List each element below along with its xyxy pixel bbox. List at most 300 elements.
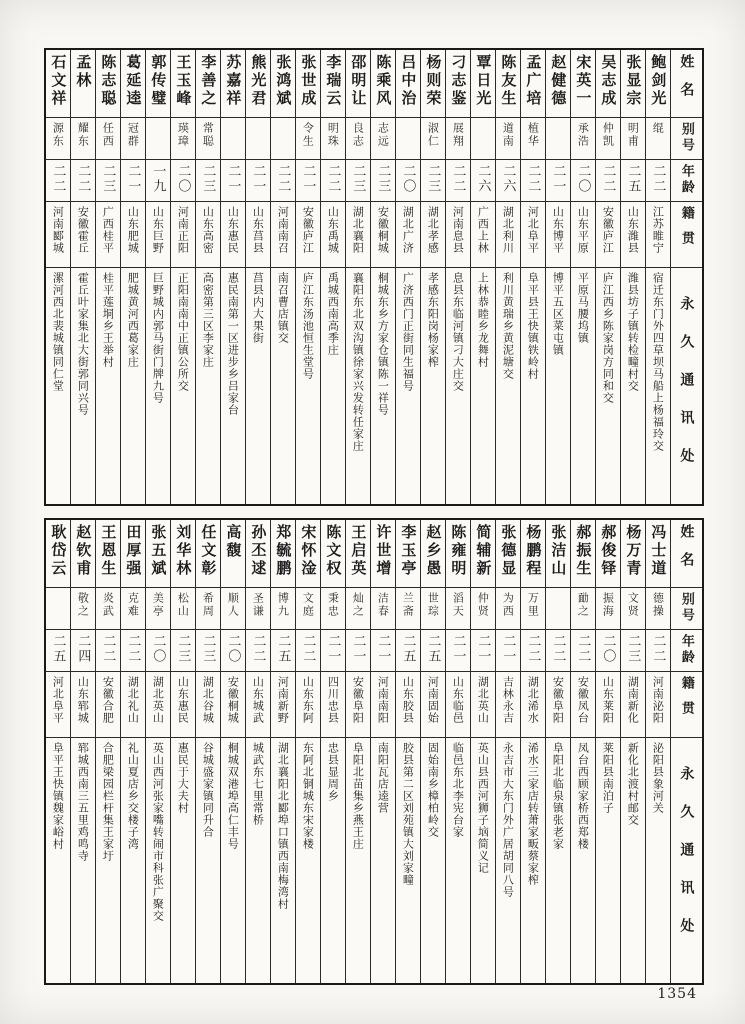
name-text: 杨则荣: [424, 54, 443, 108]
age-cell: [96, 160, 120, 202]
address-text: 高密第三区李家庄: [201, 272, 215, 368]
alias-cell: [196, 118, 220, 160]
name-text: 宋怀淦: [299, 524, 318, 578]
entry-column: [446, 50, 471, 504]
address-cell: [496, 268, 520, 504]
name-cell: [346, 50, 370, 118]
native-place-cell: [421, 672, 445, 738]
alias-text: 秉忠: [326, 592, 340, 618]
native-place-cell: [371, 202, 395, 268]
address-cell: [296, 268, 320, 504]
entry-column: [471, 520, 496, 983]
address-text: 平原马腰坞镇: [576, 272, 590, 344]
header-label-age: 年龄: [678, 634, 694, 666]
entry-column: [371, 50, 396, 504]
name-text: 郝振生: [574, 524, 593, 578]
address-text: 英山西河张家嘴转闹市科张广聚交: [151, 742, 165, 922]
native-place-cell: [271, 202, 295, 268]
age-cell: [546, 630, 570, 672]
name-text: 王恩生: [99, 524, 118, 578]
name-text: 宋英一: [574, 54, 593, 108]
alias-text: 道南: [501, 122, 515, 148]
address-text: 霍丘叶家集北大街郭同兴号: [76, 272, 90, 416]
address-text: 潍县坊子镇转检疃村交: [626, 272, 640, 392]
alias-text: 明珠: [326, 122, 340, 148]
alias-text: 绲: [651, 122, 665, 135]
address-cell: [271, 268, 295, 504]
native-place-cell: [471, 202, 495, 268]
native-place-cell: [96, 202, 120, 268]
name-text: 冯士道: [649, 524, 668, 578]
name-text: 王玉峰: [174, 54, 193, 108]
native-place-cell: [396, 672, 420, 738]
name-cell: [96, 50, 120, 118]
age-cell: [621, 630, 645, 672]
address-text: 莒县内大果街: [251, 272, 265, 344]
age-text: 二二: [275, 164, 291, 194]
header-label-native-place: 籍贯: [678, 206, 694, 256]
entry-column: [296, 520, 321, 983]
name-cell: [446, 50, 470, 118]
age-text: 二四: [75, 634, 91, 664]
native-place-text: 江苏睢宁: [651, 206, 665, 254]
name-cell: [521, 50, 545, 118]
age-cell: [271, 160, 295, 202]
alias-cell: [621, 118, 645, 160]
alias-text: 常聪: [201, 122, 215, 148]
age-cell: [646, 630, 670, 672]
address-text: 固始南乡樟柏岭交: [426, 742, 440, 838]
age-cell: [121, 160, 145, 202]
address-cell: [646, 268, 670, 504]
address-text: 阜平县王快镇铁岭村: [526, 272, 540, 380]
age-cell: [46, 630, 70, 672]
native-place-text: 安徽桐城: [376, 206, 390, 254]
native-place-cell: [621, 672, 645, 738]
address-text: 阜阳北临泉镇张老家: [551, 742, 565, 850]
age-text: 二二: [600, 164, 616, 194]
age-cell: [196, 160, 220, 202]
native-place-cell: [421, 202, 445, 268]
native-place-text: 湖北利川: [501, 206, 515, 254]
address-cell: [46, 738, 70, 983]
name-cell: [96, 520, 120, 588]
native-place-text: 河南息县: [451, 206, 465, 254]
header-column: [671, 50, 702, 504]
alias-cell: [621, 588, 645, 630]
entry-column: [246, 50, 271, 504]
address-cell: [371, 268, 395, 504]
age-text: 二五: [425, 634, 441, 664]
name-cell: [621, 520, 645, 588]
address-text: 桐城双港埠高仁丰号: [226, 742, 240, 850]
name-text: 杨万青: [624, 524, 643, 578]
address-cell: [621, 268, 645, 504]
entry-column: [396, 50, 421, 504]
native-place-cell: [571, 672, 595, 738]
name-text: 孟广培: [524, 54, 543, 108]
native-place-text: 山东巨野: [151, 206, 165, 254]
name-cell: [46, 50, 70, 118]
age-text: 二五: [400, 634, 416, 664]
alias-cell: [421, 118, 445, 160]
alias-cell: [296, 118, 320, 160]
entry-column: [171, 520, 196, 983]
name-cell: [46, 520, 70, 588]
age-cell: [221, 160, 245, 202]
alias-cell: [396, 588, 420, 630]
age-cell: [396, 160, 420, 202]
age-text: 二一: [300, 164, 316, 194]
name-text: 田厚强: [124, 524, 143, 578]
header-cell-name: [671, 520, 702, 588]
name-cell: [246, 520, 270, 588]
address-text: 英山县西河狮子垴简义记: [476, 742, 490, 874]
age-text: 二六: [475, 164, 491, 194]
name-cell: [621, 50, 645, 118]
name-cell: [546, 520, 570, 588]
name-cell: [171, 50, 195, 118]
entry-column: [496, 520, 521, 983]
alias-text: 兰斋: [401, 592, 415, 618]
address-cell: [496, 738, 520, 983]
address-text: 广济西门正街同生福号: [401, 272, 415, 392]
registry-table-top: [44, 48, 704, 506]
native-place-cell: [596, 672, 620, 738]
alias-cell: [221, 588, 245, 630]
native-place-cell: [446, 202, 470, 268]
age-text: 二三: [175, 634, 191, 664]
age-cell: [421, 630, 445, 672]
entry-column: [446, 520, 471, 983]
alias-text: 德操: [651, 592, 665, 618]
alias-cell: [396, 118, 420, 160]
native-place-text: 山东莒县: [251, 206, 265, 254]
native-place-cell: [646, 202, 670, 268]
alias-cell: [96, 118, 120, 160]
age-text: 一九: [150, 164, 166, 194]
address-cell: [621, 738, 645, 983]
address-cell: [246, 738, 270, 983]
address-cell: [446, 738, 470, 983]
name-text: 李玉亭: [399, 524, 418, 578]
native-place-text: 四川忠县: [326, 676, 340, 724]
name-cell: [321, 520, 345, 588]
age-text: 二一: [250, 164, 266, 194]
alias-cell: [546, 588, 570, 630]
name-cell: [496, 520, 520, 588]
age-text: 二二: [450, 164, 466, 194]
native-place-text: 安徽庐江: [601, 206, 615, 254]
alias-cell: [271, 588, 295, 630]
address-cell: [646, 738, 670, 983]
address-cell: [471, 738, 495, 983]
native-place-cell: [471, 672, 495, 738]
entry-column: [321, 50, 346, 504]
native-place-cell: [146, 202, 170, 268]
alias-cell: [346, 588, 370, 630]
age-text: 二一: [450, 634, 466, 664]
address-cell: [446, 268, 470, 504]
age-cell: [296, 160, 320, 202]
native-place-text: 河南南召: [276, 206, 290, 254]
address-cell: [471, 268, 495, 504]
native-place-text: 山东高密: [201, 206, 215, 254]
header-column: [671, 520, 702, 983]
age-text: 二二: [75, 164, 91, 194]
age-text: 二三: [425, 164, 441, 194]
native-place-text: 湖北广济: [401, 206, 415, 254]
alias-text: 灿之: [351, 592, 365, 618]
age-text: 二二: [300, 634, 316, 664]
age-cell: [346, 160, 370, 202]
name-cell: [471, 520, 495, 588]
address-text: 阜平王快镇魏家峪村: [51, 742, 65, 850]
age-text: 二〇: [400, 164, 416, 194]
alias-cell: [421, 588, 445, 630]
name-cell: [596, 50, 620, 118]
entry-column: [96, 50, 121, 504]
entry-column: [271, 50, 296, 504]
native-place-cell: [596, 202, 620, 268]
alias-cell: [496, 588, 520, 630]
name-cell: [146, 50, 170, 118]
alias-cell: [471, 588, 495, 630]
name-text: 刁志鉴: [449, 54, 468, 108]
address-cell: [121, 268, 145, 504]
header-cell-address: [671, 738, 702, 983]
entry-column: [421, 50, 446, 504]
address-text: 庐江西乡陈家岗方同和交: [601, 272, 615, 404]
name-cell: [521, 520, 545, 588]
entry-column: [371, 520, 396, 983]
name-cell: [396, 520, 420, 588]
header-cell-alias: [671, 588, 702, 630]
alias-cell: [121, 588, 145, 630]
header-label-address: 永久通讯处: [678, 296, 695, 486]
address-cell: [146, 738, 170, 983]
name-text: 石文祥: [49, 54, 68, 108]
alias-text: 为西: [501, 592, 515, 618]
address-text: 临邑东北李宪台家: [451, 742, 465, 838]
alias-text: 志远: [376, 122, 390, 148]
name-cell: [296, 50, 320, 118]
address-text: 泌阳县象河关: [651, 742, 665, 814]
address-text: 莱阳县南泊子: [601, 742, 615, 814]
entry-column: [346, 520, 371, 983]
age-text: 二三: [200, 164, 216, 194]
name-cell: [446, 520, 470, 588]
name-cell: [596, 520, 620, 588]
native-place-text: 湖北孝感: [426, 206, 440, 254]
address-text: 庐江东汤池恒生堂号: [301, 272, 315, 380]
native-place-text: 广西桂平: [101, 206, 115, 254]
alias-cell: [646, 118, 670, 160]
native-place-cell: [496, 672, 520, 738]
native-place-text: 安徽霍丘: [76, 206, 90, 254]
name-cell: [71, 50, 95, 118]
name-cell: [121, 50, 145, 118]
alias-cell: [46, 588, 70, 630]
name-text: 任文彰: [199, 524, 218, 578]
native-place-cell: [646, 672, 670, 738]
alias-cell: [371, 118, 395, 160]
age-cell: [121, 630, 145, 672]
native-place-cell: [171, 672, 195, 738]
address-text: 阜阳北苗集乡燕王庄: [351, 742, 365, 850]
native-place-cell: [46, 672, 70, 738]
header-label-name: 姓名: [678, 524, 695, 580]
native-place-text: 山东胶县: [401, 676, 415, 724]
entry-column: [321, 520, 346, 983]
native-place-text: 山东临邑: [451, 676, 465, 724]
entry-column: [221, 520, 246, 983]
name-cell: [371, 520, 395, 588]
alias-text: 仲贤: [476, 592, 490, 618]
native-place-cell: [521, 202, 545, 268]
alias-text: 敬之: [76, 592, 90, 618]
header-label-name: 姓名: [678, 54, 695, 110]
entry-column: [546, 520, 571, 983]
age-cell: [471, 160, 495, 202]
address-text: 宿迁东门外四草坝马船上杨福玲交: [651, 272, 665, 452]
address-text: 桂平莲垌乡王举村: [101, 272, 115, 368]
address-text: 永吉市大东门外广居胡同八号: [501, 742, 515, 898]
age-text: 二二: [575, 634, 591, 664]
alias-cell: [146, 588, 170, 630]
address-cell: [171, 738, 195, 983]
name-cell: [271, 50, 295, 118]
age-text: 二一: [500, 634, 516, 664]
age-cell: [71, 160, 95, 202]
alias-text: 展翔: [451, 122, 465, 148]
native-place-cell: [621, 202, 645, 268]
entry-column: [96, 520, 121, 983]
age-cell: [46, 160, 70, 202]
age-text: 二二: [550, 634, 566, 664]
entry-column: [71, 520, 96, 983]
native-place-text: 湖北英山: [151, 676, 165, 724]
header-label-alias: 别号: [678, 592, 694, 624]
alias-cell: [221, 118, 245, 160]
name-text: 苏嘉祥: [224, 54, 243, 108]
age-cell: [221, 630, 245, 672]
native-place-text: 山东潍县: [626, 206, 640, 254]
name-text: 陈友生: [499, 54, 518, 108]
age-text: 二二: [650, 164, 666, 194]
alias-cell: [371, 588, 395, 630]
native-place-cell: [196, 672, 220, 738]
age-text: 二二: [525, 164, 541, 194]
alias-cell: [146, 118, 170, 160]
alias-cell: [446, 118, 470, 160]
alias-text: 文庭: [301, 592, 315, 618]
age-text: 二三: [375, 164, 391, 194]
address-cell: [96, 268, 120, 504]
entry-column: [646, 50, 671, 504]
native-place-text: 湖北浠水: [526, 676, 540, 724]
native-place-text: 安徽凤台: [576, 676, 590, 724]
alias-cell: [71, 118, 95, 160]
address-cell: [371, 738, 395, 983]
native-place-cell: [296, 672, 320, 738]
native-place-text: 安徽合肥: [101, 676, 115, 724]
age-cell: [171, 160, 195, 202]
name-cell: [196, 50, 220, 118]
age-text: 二一: [475, 634, 491, 664]
age-cell: [71, 630, 95, 672]
address-text: 谷城盛家镇同升合: [201, 742, 215, 838]
alias-text: 承浩: [576, 122, 590, 148]
entry-column: [171, 50, 196, 504]
name-text: 高馥: [224, 524, 243, 560]
header-cell-alias: [671, 118, 702, 160]
alias-cell: [121, 118, 145, 160]
age-text: 二一: [375, 634, 391, 664]
alias-cell: [96, 588, 120, 630]
age-cell: [621, 160, 645, 202]
address-cell: [321, 268, 345, 504]
native-place-text: 山东郓城: [76, 676, 90, 724]
address-cell: [171, 268, 195, 504]
entry-column: [596, 520, 621, 983]
address-cell: [196, 268, 220, 504]
name-text: 赵乡愚: [424, 524, 443, 578]
address-text: 礼山夏店乡交楼子湾: [126, 742, 140, 850]
alias-text: 博九: [276, 592, 290, 618]
address-text: 息县东临河镇刁大庄交: [451, 272, 465, 392]
address-cell: [346, 268, 370, 504]
alias-cell: [521, 588, 545, 630]
name-text: 陈文权: [324, 524, 343, 578]
age-text: 二〇: [575, 164, 591, 194]
name-cell: [571, 50, 595, 118]
address-text: 湖北襄阳北郾埠口镇西南梅湾村: [276, 742, 290, 910]
alias-text: 淑仁: [426, 122, 440, 148]
native-place-cell: [546, 202, 570, 268]
address-text: 合肥梁园栏杆集王家圩: [101, 742, 115, 862]
age-text: 二二: [325, 164, 341, 194]
name-text: 李善之: [199, 54, 218, 108]
alias-text: 美亭: [151, 592, 165, 618]
native-place-cell: [521, 672, 545, 738]
page-number: 1354: [657, 986, 697, 1002]
address-cell: [571, 268, 595, 504]
alias-cell: [46, 118, 70, 160]
address-cell: [396, 268, 420, 504]
age-text: 二五: [50, 634, 66, 664]
age-cell: [246, 630, 270, 672]
name-cell: [646, 520, 670, 588]
entry-column: [521, 520, 546, 983]
alias-cell: [596, 588, 620, 630]
entry-column: [71, 50, 96, 504]
age-cell: [596, 160, 620, 202]
address-cell: [396, 738, 420, 983]
native-place-text: 吉林永吉: [501, 676, 515, 724]
name-text: 张德显: [499, 524, 518, 578]
age-cell: [596, 630, 620, 672]
name-text: 张世成: [299, 54, 318, 108]
name-cell: [296, 520, 320, 588]
address-text: 惠民南第一区进步乡吕家台: [226, 272, 240, 416]
age-cell: [521, 160, 545, 202]
native-place-text: 安徽桐城: [226, 676, 240, 724]
alias-text: 顺人: [226, 592, 240, 618]
age-cell: [446, 630, 470, 672]
alias-text: 明甫: [626, 122, 640, 148]
native-place-text: 河北阜平: [51, 676, 65, 724]
